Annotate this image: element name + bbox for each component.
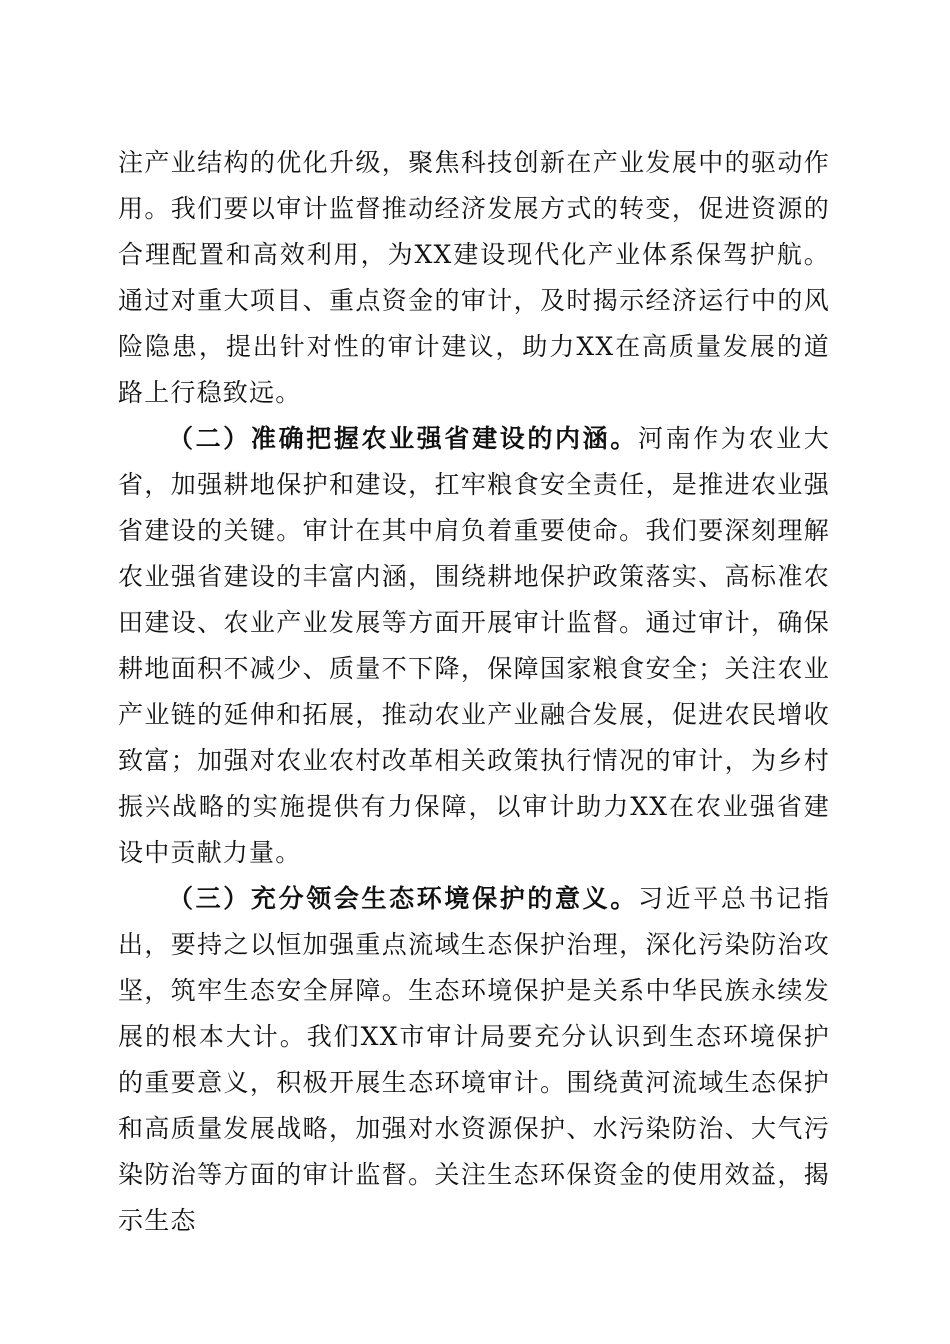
section-heading: （二）准确把握农业强省建设的内涵。 — [168, 424, 638, 453]
paragraph-section-2 — [118, 416, 830, 876]
paragraph-text: 注产业结构的优化升级，聚焦科技创新在产业发展中的驱动作用。我们要以审计监督推动经济发展方式的转变，促进资源的合理配置和高效利用，为XX建设现代化产业体系保驾护航。通过对重大项目、重点资金的审计，及时揭示经济运行中的风险隐患，提出针对性的审计建议，助力XX在高质量发展的道路上行稳致远。 — [118, 148, 830, 407]
document-body — [118, 140, 830, 1244]
section-heading: （三）充分领会生态环境保护的意义。 — [168, 884, 638, 913]
paragraph-text: 习近平总书记指出，要持之以恒加强重点流域生态保护治理，深化污染防治攻坚，筑牢生态安全屏障。生态环境保护是关系中华民族永续发展的根本大计。我们XX市审计局要充分认识到生态环境保护的重要意义，积极开展生态环境审计。围绕黄河流域生态保护和高质量发展战略，加强对水资源保护、水污染防治、大气污染防治等方面的审计监督。关注生态环保资金的使用效益，揭示生态 — [118, 884, 830, 1235]
paragraph-continuation — [118, 140, 830, 416]
paragraph-section-3 — [118, 876, 830, 1244]
paragraph-text: 河南作为农业大省，加强耕地保护和建设，扛牢粮食安全责任，是推进农业强省建设的关键。审计在其中肩负着重要使命。我们要深刻理解农业强省建设的丰富内涵，围绕耕地保护政策落实、高标准农田建设、农业产业发展等方面开展审计监督。通过审计，确保耕地面积不减少、质量不下降，保障国家粮食安全；关注农业产业链的延伸和拓展，推动农业产业融合发展，促进农民增收致富；加强对农业农村改革相关政策执行情况的审计，为乡村振兴战略的实施提供有力保障，以审计助力XX在农业强省建设中贡献力量。 — [118, 424, 830, 867]
